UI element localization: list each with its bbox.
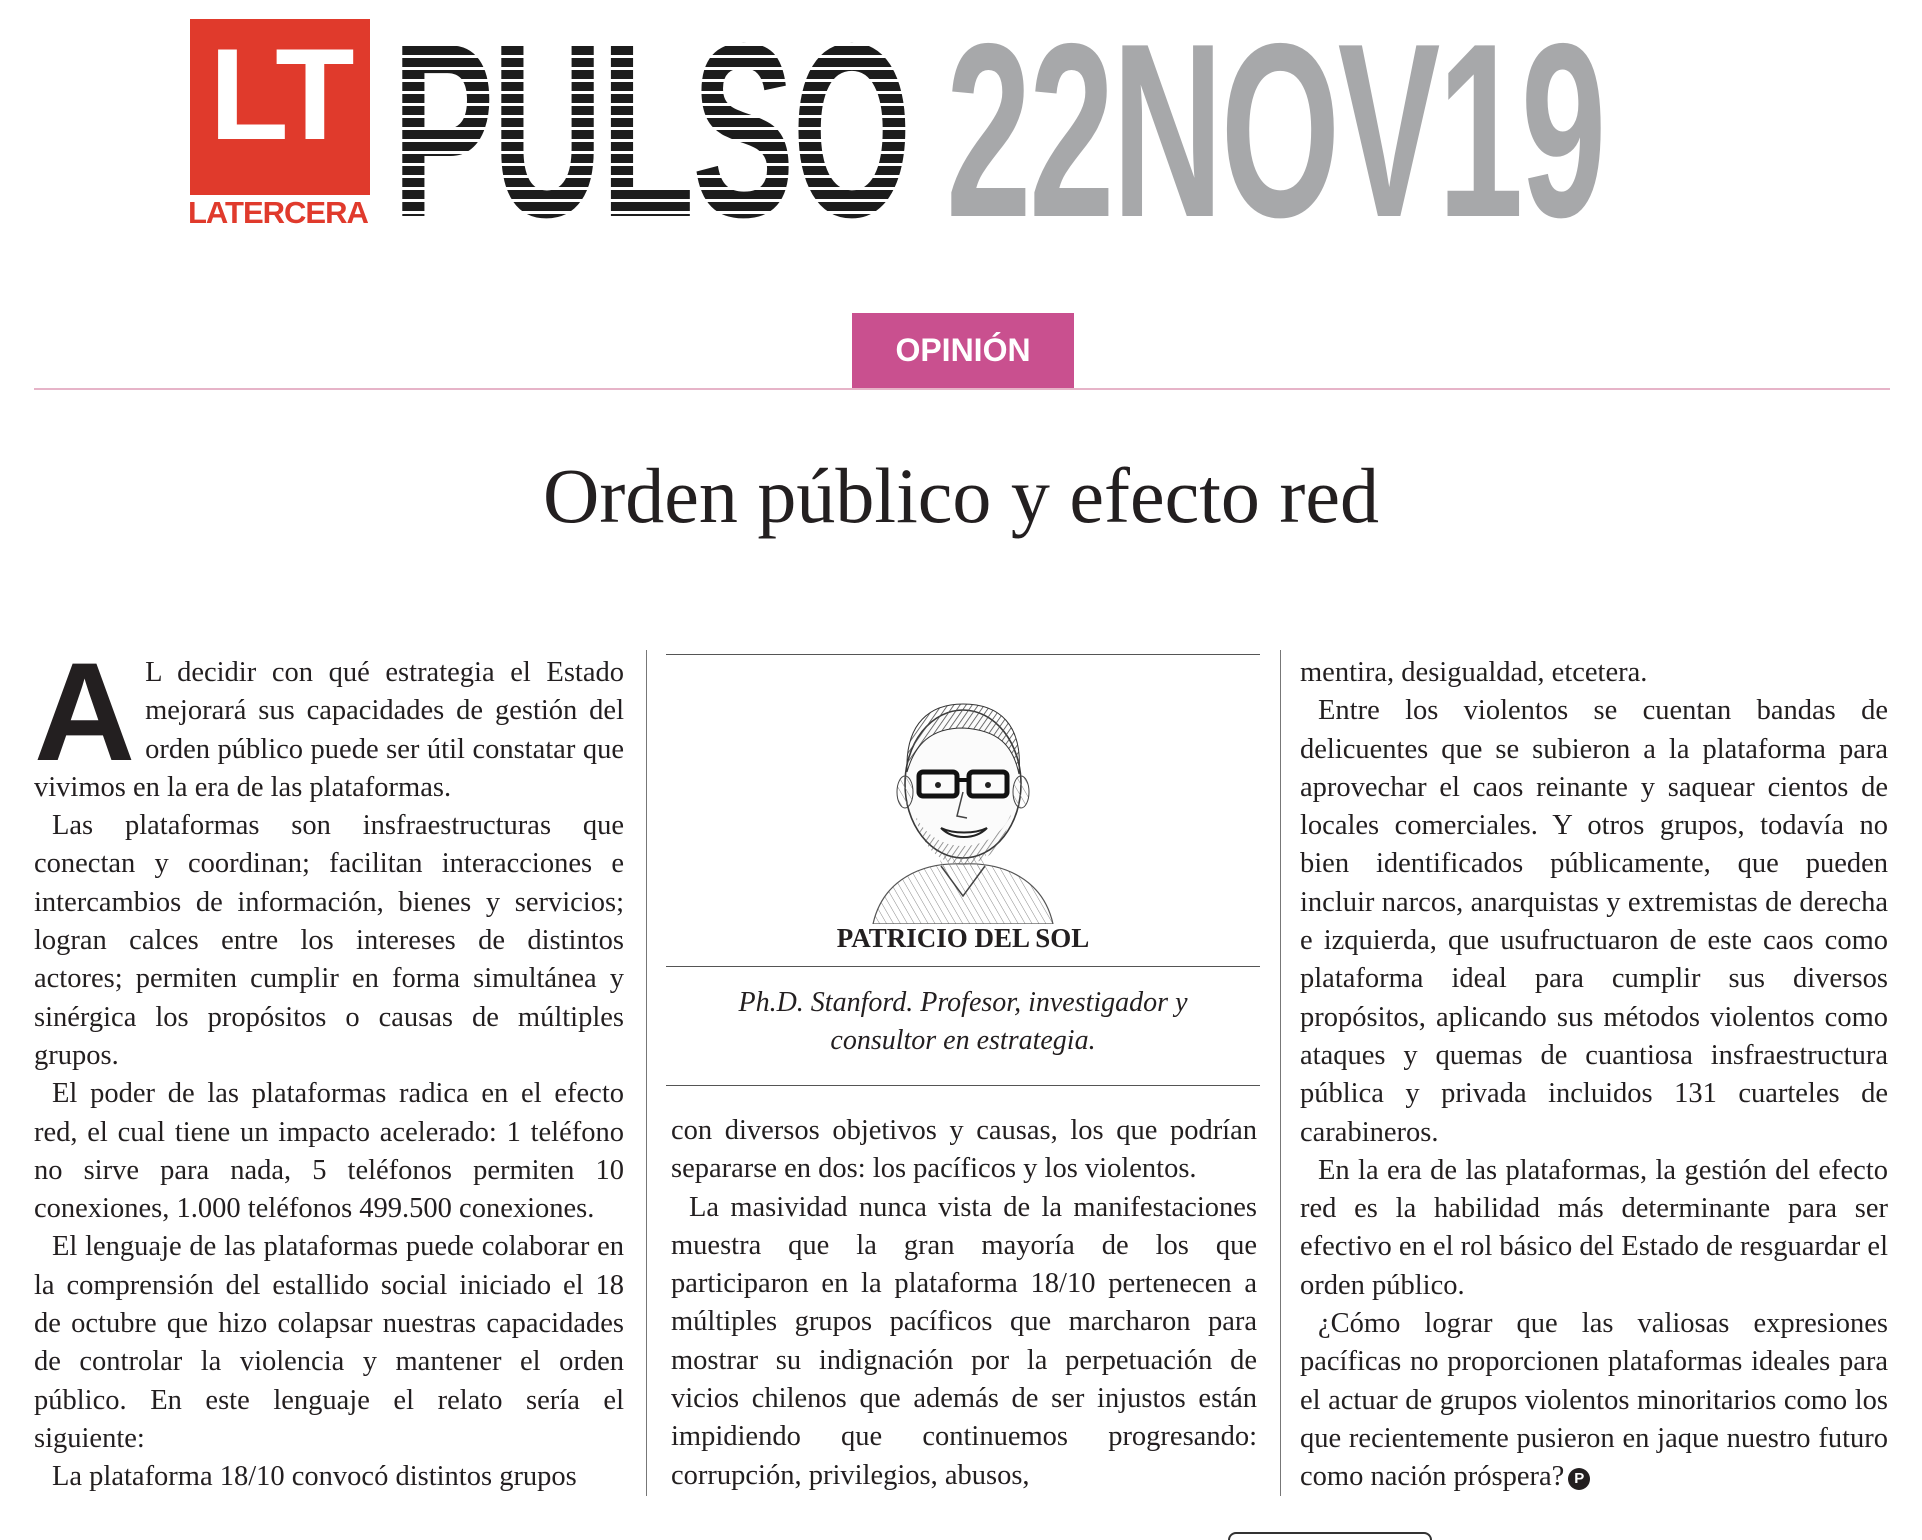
paragraph xyxy=(34,633,624,807)
paragraph-text: L decidir con qué estrategia el Estado mejorará sus capacidades de gestión del orden público puede ser útil constatar que vivimos en la era de las plataformas. xyxy=(34,657,624,803)
paragraph: Las plataformas son insfraestructuras que conectan y coordinan; facilitan interacciones e intercambios de información, bienes y servicios; logran calces entre los intereses de distintos actores; permiten cumplir en forma simultánea y sinérgica los propósitos o causas de múltiples grupos. xyxy=(34,810,624,1071)
pulso-end-mark-icon: P xyxy=(1568,1468,1590,1490)
la-tercera-logo[interactable] xyxy=(190,19,370,195)
section-divider xyxy=(34,388,1890,390)
masthead xyxy=(0,0,1922,269)
paragraph: La plataforma 18/10 convocó distintos grupos xyxy=(52,1461,577,1493)
article-column-2 xyxy=(671,1112,1257,1512)
paragraph: Entre los violentos se cuentan bandas de delicuentes que se subieron a la plataforma para aprovechar el caos reinante y saquear cientos de locales comerciales. Y otros grupos, todavía no bien identificados públicamente, que pueden incluir narcos, anarquistas y extremistas de derecha e izquierda, que usufructuaron de este caos como plataforma ideal para cumplir sus diversos propósitos, aplicando sus métodos violentos como ataques y quemas de cuantiosa insfraestructura pública y privada incluidos 131 cuarteles de carabineros. xyxy=(1300,695,1888,1148)
article-column-3 xyxy=(1300,654,1888,1494)
section-brand: PULSO xyxy=(392,0,910,269)
paragraph-text: ¿Cómo lograr que las valiosas expresiones pacíficas no proporcionen plataformas ideales para el actuar de grupos violentos minoritarios como los que recientemente pusieron en jaque nuestro futuro como nación próspera? xyxy=(1300,1308,1888,1493)
paragraph: El poder de las plataformas radica en el efecto red, el cual tiene un impacto acelerado: 1 teléfono no sirve para nada, 5 teléfonos permiten 10 conexiones, 1.000 teléfonos 499.500 conexiones. xyxy=(34,1078,624,1225)
author-bio: Ph.D. Stanford. Profesor, investigador y consultor en estrategia. xyxy=(738,987,1188,1056)
author-box-mid-rule xyxy=(666,966,1260,967)
paragraph: El lenguaje de las plataformas puede colaborar en la comprensión del estallido social iniciado el 18 de octubre que hizo colapsar nuestras capacidades de controlar la violencia y mantener el orden público. En este lenguaje el relato sería el siguiente: xyxy=(34,1231,624,1454)
paragraph: La masividad nunca vista de la manifestaciones muestra que la gran mayoría de los que participaron en la plataforma 18/10 pertenecen a múltiples grupos pacíficos que marcharon para mostrar su indignación por la perpetuación de vicios chilenos que además de ser injustos están impidiendo que continuemos progresando: corrupción, privilegios, abusos, xyxy=(671,1191,1257,1491)
paragraph xyxy=(1300,1305,1888,1496)
paragraph: mentira, desigualdad, etcetera. xyxy=(1300,657,1648,688)
issue-date: 22NOV19 xyxy=(946,0,1604,269)
author-box-bottom-rule xyxy=(666,1085,1260,1086)
column-divider xyxy=(646,650,647,1496)
author-box-top-rule xyxy=(666,654,1260,655)
section-label: OPINIÓN xyxy=(852,313,1074,388)
logo-name: LATERCERA xyxy=(188,195,368,230)
drop-cap: A xyxy=(34,633,136,790)
page-tab-indicator xyxy=(1228,1532,1432,1540)
logo-initials: LT xyxy=(209,21,351,167)
paragraph: con diversos objetivos y causas, los que podrían separarse en dos: los pacíficos y los violentos. xyxy=(671,1115,1257,1185)
column-divider xyxy=(1280,650,1281,1496)
paragraph: En la era de las plataformas, la gestión del efecto red es la habilidad más determinante para ser efectivo en el rol básico del Estado de resguardar el orden público. xyxy=(1300,1154,1888,1301)
author-portrait-icon xyxy=(853,674,1073,924)
article-column-1 xyxy=(34,633,624,1494)
author-name: PATRICIO DEL SOL xyxy=(836,923,1090,953)
article-headline: Orden público y efecto red xyxy=(543,452,1379,539)
author-box xyxy=(666,654,1260,1086)
